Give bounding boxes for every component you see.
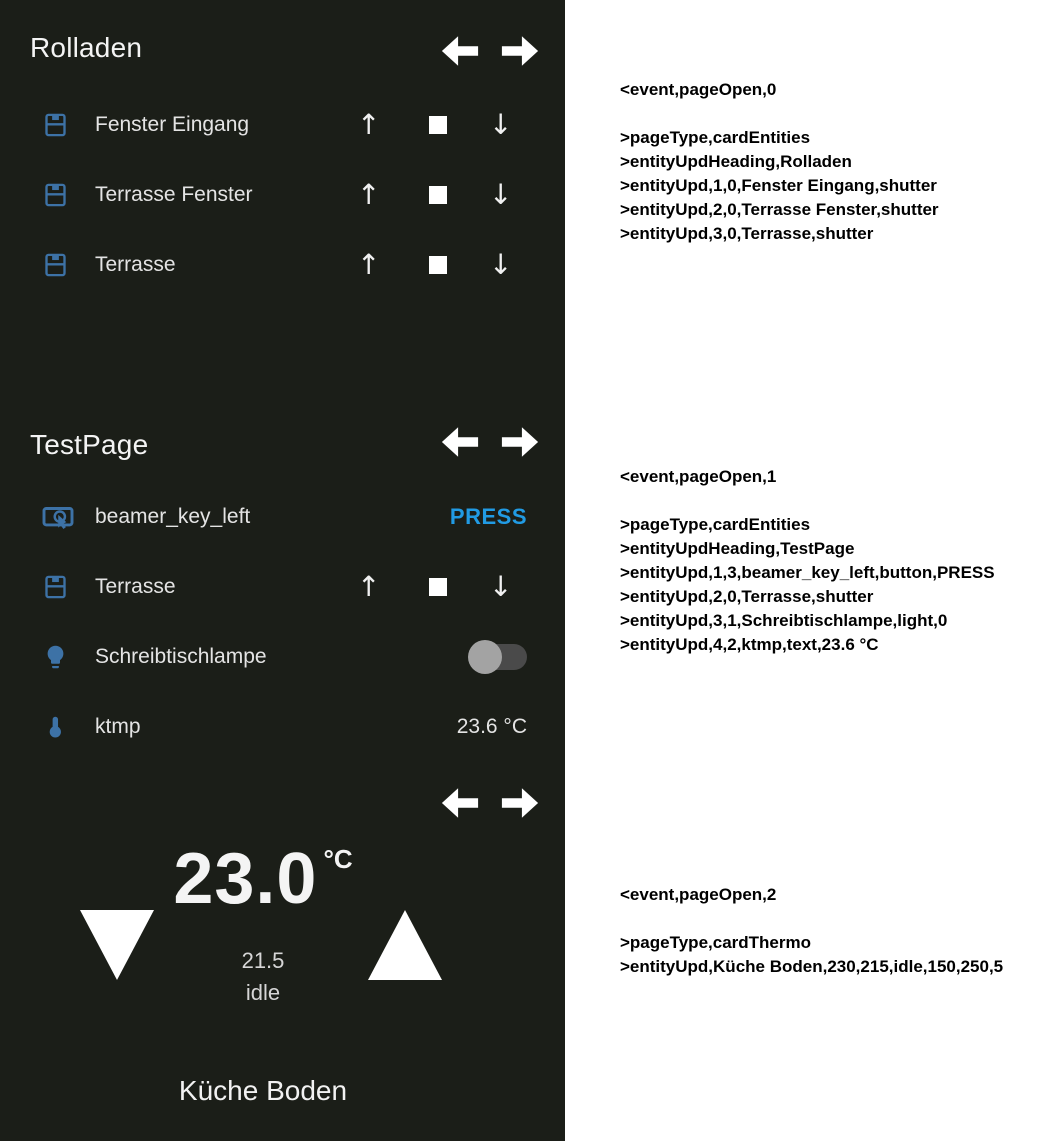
log-line: >entityUpd,2,0,Terrasse Fenster,shutter (620, 200, 939, 219)
log-line: >entityUpd,3,0,Terrasse,shutter (620, 224, 874, 243)
log-line: >pageType,cardThermo (620, 933, 811, 952)
log-line (620, 491, 995, 515)
entity-row-ktmp (0, 692, 565, 762)
window-shutter-icon (42, 574, 69, 601)
entity-row-terrasse (0, 552, 565, 622)
window-shutter-icon (42, 182, 69, 209)
shutter-down-button[interactable]: ↓ (489, 108, 513, 141)
temperature-value: 23.6 °C (456, 715, 527, 738)
log-line: >entityUpd,Küche Boden,230,215,idle,150,250,5 (620, 957, 1004, 976)
nav-prev-icon[interactable] (440, 34, 480, 68)
log-line: >entityUpd,2,0,Terrasse,shutter (620, 587, 874, 606)
log-block-page0 (620, 80, 939, 248)
log-line: <event,pageOpen,1 (620, 467, 777, 486)
log-line: <event,pageOpen,2 (620, 885, 777, 904)
entity-row-fenster-eingang (0, 90, 565, 160)
page-nav (440, 425, 540, 459)
lightbulb-icon (42, 644, 69, 671)
card-entities-testpage (0, 415, 565, 770)
nav-prev-icon[interactable] (440, 425, 480, 459)
shutter-up-button[interactable]: ↑ (357, 248, 381, 281)
thermometer-icon (42, 714, 68, 740)
entity-row-terrasse (0, 230, 565, 300)
toggle-knob (468, 640, 502, 674)
hvac-state: idle (245, 980, 281, 1005)
entity-row-terrasse-fenster (0, 160, 565, 230)
entity-label: Terrasse (95, 253, 176, 276)
log-line: >entityUpd,3,1,Schreibtischlampe,light,0 (620, 611, 948, 630)
thermo-content (0, 770, 526, 1141)
temperature-unit: °C (323, 844, 353, 874)
shutter-up-button[interactable]: ↑ (357, 178, 381, 211)
entity-label: Schreibtischlampe (95, 645, 267, 668)
page-title: TestPage (30, 429, 149, 460)
gesture-tap-button-icon (42, 503, 74, 531)
entity-rows (0, 482, 565, 762)
current-temperature-value: 23.0 (173, 839, 318, 919)
log-line: >entityUpdHeading,TestPage (620, 539, 855, 558)
window-shutter-icon (42, 252, 69, 279)
thermo-title: Küche Boden (178, 1075, 348, 1106)
log-line: >pageType,cardEntities (620, 515, 811, 534)
log-block-page2 (620, 885, 1003, 981)
entity-label: Fenster Eingang (95, 113, 250, 136)
nav-next-icon[interactable] (500, 34, 540, 68)
log-line: <event,pageOpen,0 (620, 80, 777, 99)
entity-rows (0, 90, 565, 300)
log-block-page1 (620, 467, 995, 659)
entity-label: ktmp (95, 715, 141, 738)
shutter-down-button[interactable]: ↓ (489, 178, 513, 211)
shutter-stop-button[interactable] (429, 256, 447, 274)
shutter-stop-button[interactable] (429, 186, 447, 204)
shutter-stop-button[interactable] (429, 578, 447, 596)
shutter-stop-button[interactable] (429, 116, 447, 134)
log-line: >pageType,cardEntities (620, 128, 811, 147)
log-line: >entityUpdHeading,Rolladen (620, 152, 852, 171)
light-toggle-off[interactable] (471, 644, 527, 670)
page-nav (440, 34, 540, 68)
page-title: Rolladen (30, 32, 143, 63)
window-shutter-icon (42, 112, 69, 139)
entity-label: beamer_key_left (95, 505, 251, 528)
log-line: >entityUpd,1,0,Fenster Eingang,shutter (620, 176, 937, 195)
log-line: >entityUpd,4,2,ktmp,text,23.6 °C (620, 635, 879, 654)
shutter-down-button[interactable]: ↓ (489, 248, 513, 281)
entity-label: Terrasse Fenster (95, 183, 253, 206)
card-thermo-kueche-boden (0, 770, 565, 1141)
current-temperature (0, 838, 526, 920)
entity-row-beamer-key-left (0, 482, 565, 552)
target-temperature: 21.5 (241, 948, 285, 973)
entity-label: Terrasse (95, 575, 176, 598)
card-entities-rolladen (0, 0, 565, 415)
log-line (620, 909, 1003, 933)
log-line: >entityUpd,1,3,beamer_key_left,button,PRESS (620, 563, 995, 582)
press-button[interactable]: PRESS (449, 504, 527, 529)
entity-row-schreibtischlampe (0, 622, 565, 692)
log-line (620, 104, 939, 128)
serial-protocol-log (565, 0, 1045, 1141)
shutter-up-button[interactable]: ↑ (357, 108, 381, 141)
shutter-up-button[interactable]: ↑ (357, 570, 381, 603)
nav-next-icon[interactable] (500, 425, 540, 459)
shutter-down-button[interactable]: ↓ (489, 570, 513, 603)
